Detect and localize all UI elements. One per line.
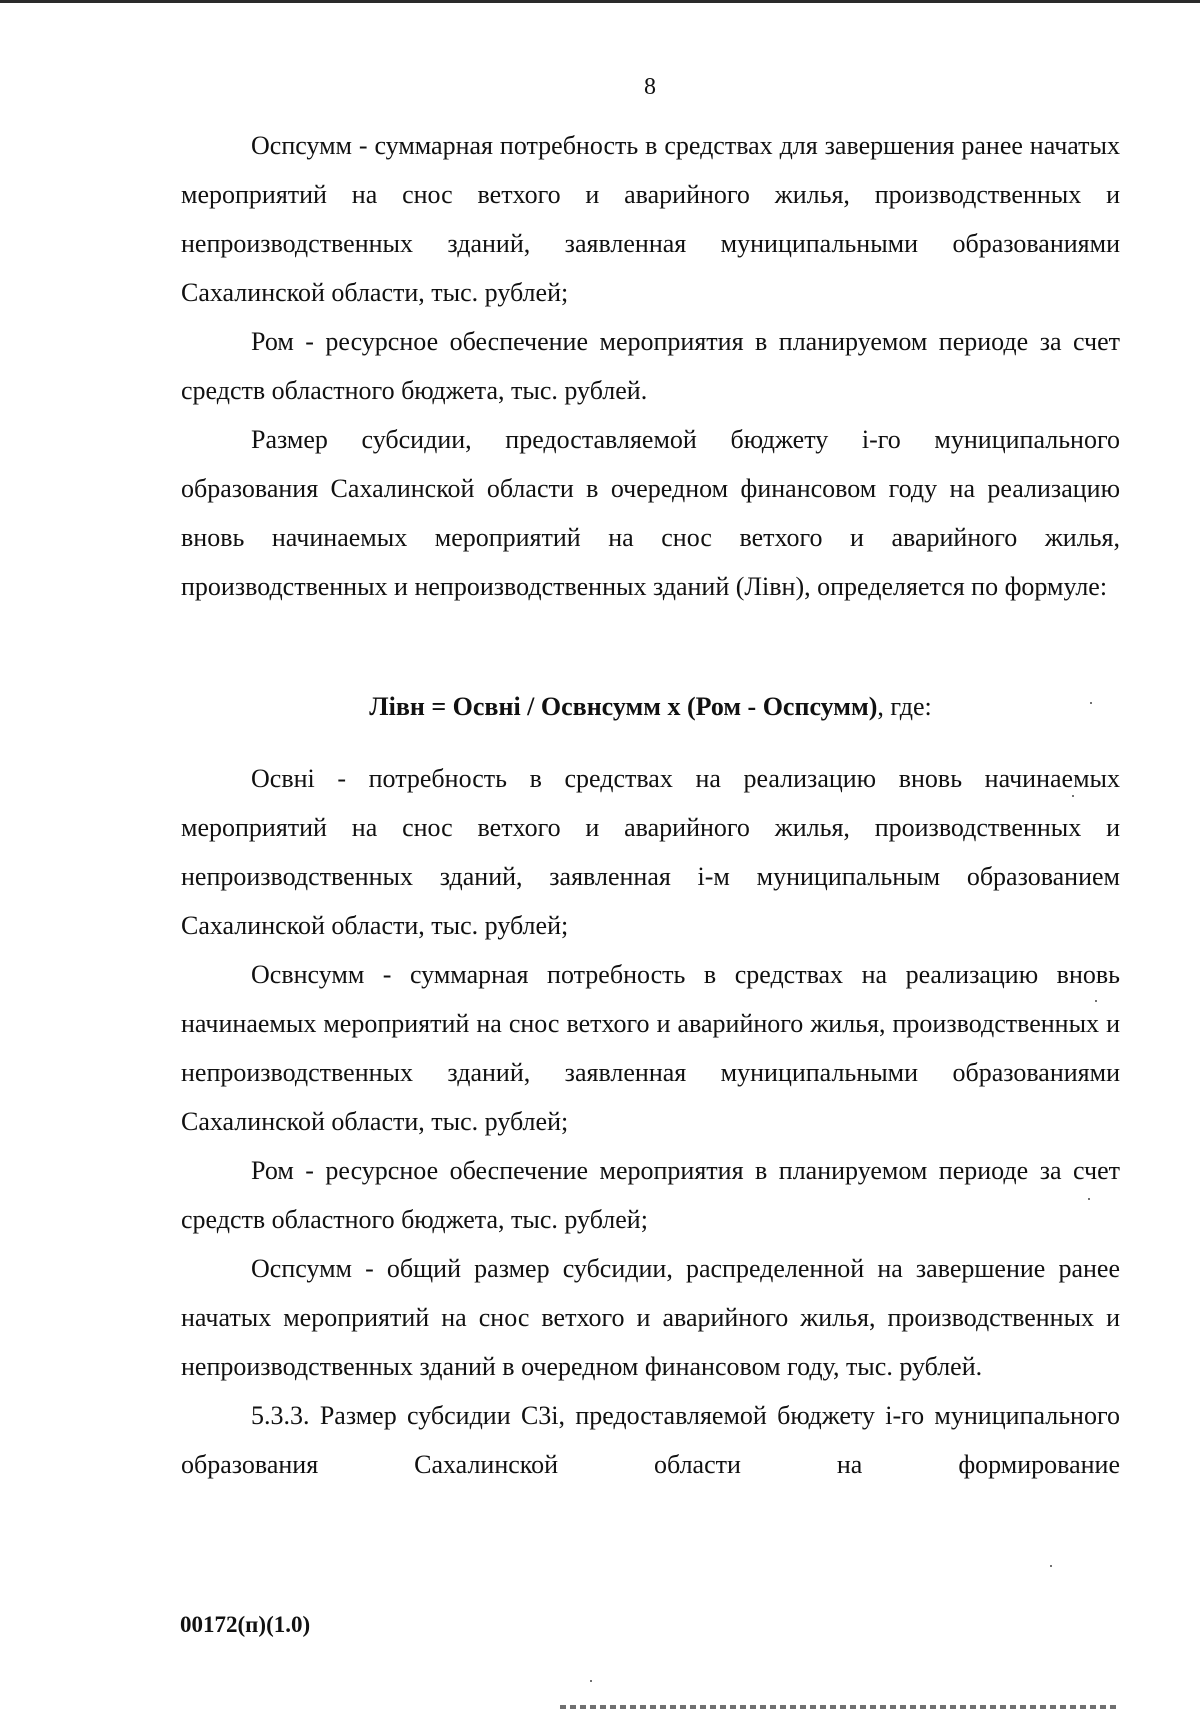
paragraph-ospsumm-total-definition: Оспсумм - общий размер субсидии, распределенной на завершение ранее начатых мероприятий на снос ветхого и аварийного жилья, производственных и непроизводственных зданий в очередном финансовом году, тыс. рублей. (181, 1254, 1120, 1381)
paragraph-section-5-3-3: 5.3.3. Размер субсидии С3i, предоставляемой бюджету i-го муниципального образования Сахалинской области на формирование (181, 1401, 1120, 1479)
paragraph-rom-definition: Ром - ресурсное обеспечение мероприятия в планируемом периоде за счет средств областного бюджета, тыс. рублей. (181, 327, 1120, 405)
scan-speck (1050, 1565, 1052, 1567)
formula-expression: Лiвн = Освнi / Освнсумм х (Ром - Оспсумм) (369, 692, 878, 721)
paragraph-osvnsumm-definition: Освнсумм - суммарная потребность в средствах на реализацию вновь начинаемых мероприятий на снос ветхого и аварийного жилья, производственных и непроизводственных зданий, заявленная муниципальными образованиями Сахалинской области, тыс. рублей; (181, 960, 1120, 1136)
scan-speck (1088, 1198, 1090, 1200)
formula-line (181, 682, 1120, 731)
document-code: 00172(п)(1.0) (180, 1612, 311, 1637)
paragraph-subsidy-size-intro: Размер субсидии, предоставляемой бюджету i-го муниципального образования Сахалинской области в очередном финансовом году на реализацию вновь начинаемых мероприятий на снос ветхого и аварийного жилья, производственных и непроизводственных зданий (Лiвн), определяется по формуле: (181, 425, 1120, 601)
body-text-bottom (181, 754, 1120, 1489)
scan-speck (590, 1680, 592, 1682)
scan-speck (1090, 702, 1092, 704)
scan-speck (1072, 795, 1074, 797)
paragraph-ospsumm-definition: Оспсумм - суммарная потребность в средствах для завершения ранее начатых мероприятий на снос ветхого и аварийного жилья, производственных и непроизводственных зданий, заявленная муниципальными образованиями Сахалинской области, тыс. рублей; (181, 131, 1120, 307)
formula-suffix: , где: (877, 692, 932, 721)
scan-speck (1095, 1000, 1097, 1002)
body-text-top (181, 121, 1120, 611)
scan-edge-top (0, 0, 1200, 3)
page-number: 8 (644, 74, 656, 100)
paragraph-rom-definition-2: Ром - ресурсное обеспечение мероприятия в планируемом периоде за счет средств областного бюджета, тыс. рублей; (181, 1156, 1120, 1234)
scan-edge-bottom (560, 1705, 1120, 1709)
paragraph-osvni-definition: Освнi - потребность в средствах на реализацию вновь начинаемых мероприятий на снос ветхого и аварийного жилья, производственных и непроизводственных зданий, заявленная i-м муниципальным образованием Сахалинской области, тыс. рублей; (181, 764, 1120, 940)
